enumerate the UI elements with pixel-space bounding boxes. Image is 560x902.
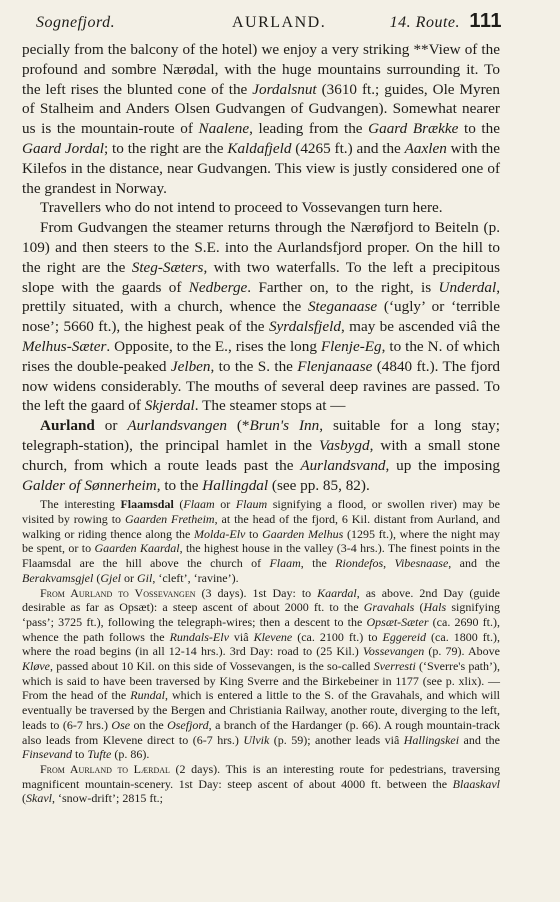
paragraph-route-to-lærdal: From Aurland to Lærdal (2 days). This is an interesting route for pedestrians, traversing magnificent mountain-scenery. 1st Day: steep ascent of about 4000 ft. between the Blaaskavl (Skavl, ‘snow-drift’; 2815 ft.; (22, 761, 501, 806)
page-number: 111 (469, 10, 502, 32)
header-place-title: AURLAND. (232, 14, 327, 31)
paragraph-aurlandsfjord: From Gudvangen the steamer returns through the Nærøfjord to Beiteln (p. 109) and then steers to the S.E. into the Aurlandsfjord proper. On the hill to the right are the Steg-Sæters, with two waterfalls. To the left a precipitous slope with the gaards of Nedberge. Farther on, to the right, is Underdal, prettily situated, with a church, whence the Steganaase (‘ugly’ or ‘terrible nose’; 5660 ft.), the highest peak of the Syrdalsfjeld, may be ascended viâ the Melhus-Sæter. Opposite, to the E., rises the long Flenje-Eg, to the N. of which rises the double-peaked Jelben, to the S. the Flenjanaase (4840 ft.). The fjord now widens considerably. The mouths of several deep ravines are passed. To the left the gaard of Skjerdal. The steamer stops at — (22, 219, 500, 415)
paragraph-flaamsdal: The interesting Flaamsdal (Flaam or Flaum signifying a flood, or swollen river) may be visited by rowing to Gaarden Fretheim, at the head of the fjord, 6 Kil. distant from Aurland, and walking or riding thence along the Molda-Elv to Gaarden Melhus (1295 ft.), where the night may be spent, or to Gaarden Kaardal, the highest house in the valley (3-4 hrs.). The finest points in the Flaamsdal are the hill above the church of Flaam, the Riondefos, Vibesnaase, and the Berakvamsgjel (Gjel or Gil, ‘cleft’, ‘ravine’). (22, 497, 501, 585)
paragraph-route-to-vossevangen: From Aurland to Vossevangen (3 days). 1st Day: to Kaardal, as above. 2nd Day (guide desirable as far as Opsæt): a steep ascent of about 2000 ft. to the Gravahals (Hals signifying ‘pass’; 3725 ft.), following the telegraph-wires; then a descent to the Opsæt-Sæter (ca. 2690 ft.), whence the path follows the Rundals-Elv viâ Klevene (ca. 2100 ft.) to Eggereid (ca. 1800 ft.), where the road begins (in all 12-14 hrs.). 3rd Day: road to (25 Kil.) Vossevangen (p. 79). Above Kløve, passed about 10 Kil. on this side of Vossevangen, is the so-called Sverresti (‘Sverre's path’), which is said to have been traversed by King Sverre and the Birkebeiner in 1177 (see p. xlix). — From the head of the Rundal, which is entered a little to the S. of the Gravahals, and which will eventually be traversed by the Bergen and Christiania Railway, another route, diverging to the left, leads to (6-7 hrs.) Ose on the Osefjord, a branch of the Hardanger (p. 66). A rough mountain-track also leads from Klevene direct to (6-7 hrs.) Ulvik (p. 59); another leads viâ Hallingskei and the Finsevand to Tufte (p. 86). (22, 585, 501, 762)
header-route-label: 14. Route. (389, 14, 460, 31)
header-section-title: Sognefjord. (36, 14, 116, 31)
small-print-text (22, 497, 500, 806)
main-text (22, 40, 500, 495)
paragraph-aurland: Aurland or Aurlandsvangen (*Brun's Inn, suitable for a long stay; telegraph-station), the principal hamlet in the Vasbygd, with a small stone church, from which a route leads past the Aurlandsvand, up the imposing Galder of Sønnerheim, to the Hallingdal (see pp. 85, 82). (22, 417, 500, 494)
paragraph-nærødal-view: pecially from the balcony of the hotel) we enjoy a very striking **View of the profound and sombre Nærødal, with the huge mountains surrounding it. To the left rises the blunted cone of the Jordalsnut (3610 ft.; guides, Ole Myren of Stalheim and Anders Olsen Gudvangen of Gudvangen). Somewhat nearer us is the mountain-route of Naalene, leading from the Gaard Brække to the Gaard Jordal; to the right are the Kaldafjeld (4265 ft.) and the Aaxlen with the Kilefos in the distance, near Gudvangen. This view is justly considered one of the grandest in Norway. (22, 41, 500, 197)
book-page (22, 8, 500, 888)
paragraph-travellers-note: Travellers who do not intend to proceed to Vossevangen turn here. (40, 199, 443, 217)
running-header (22, 8, 500, 40)
